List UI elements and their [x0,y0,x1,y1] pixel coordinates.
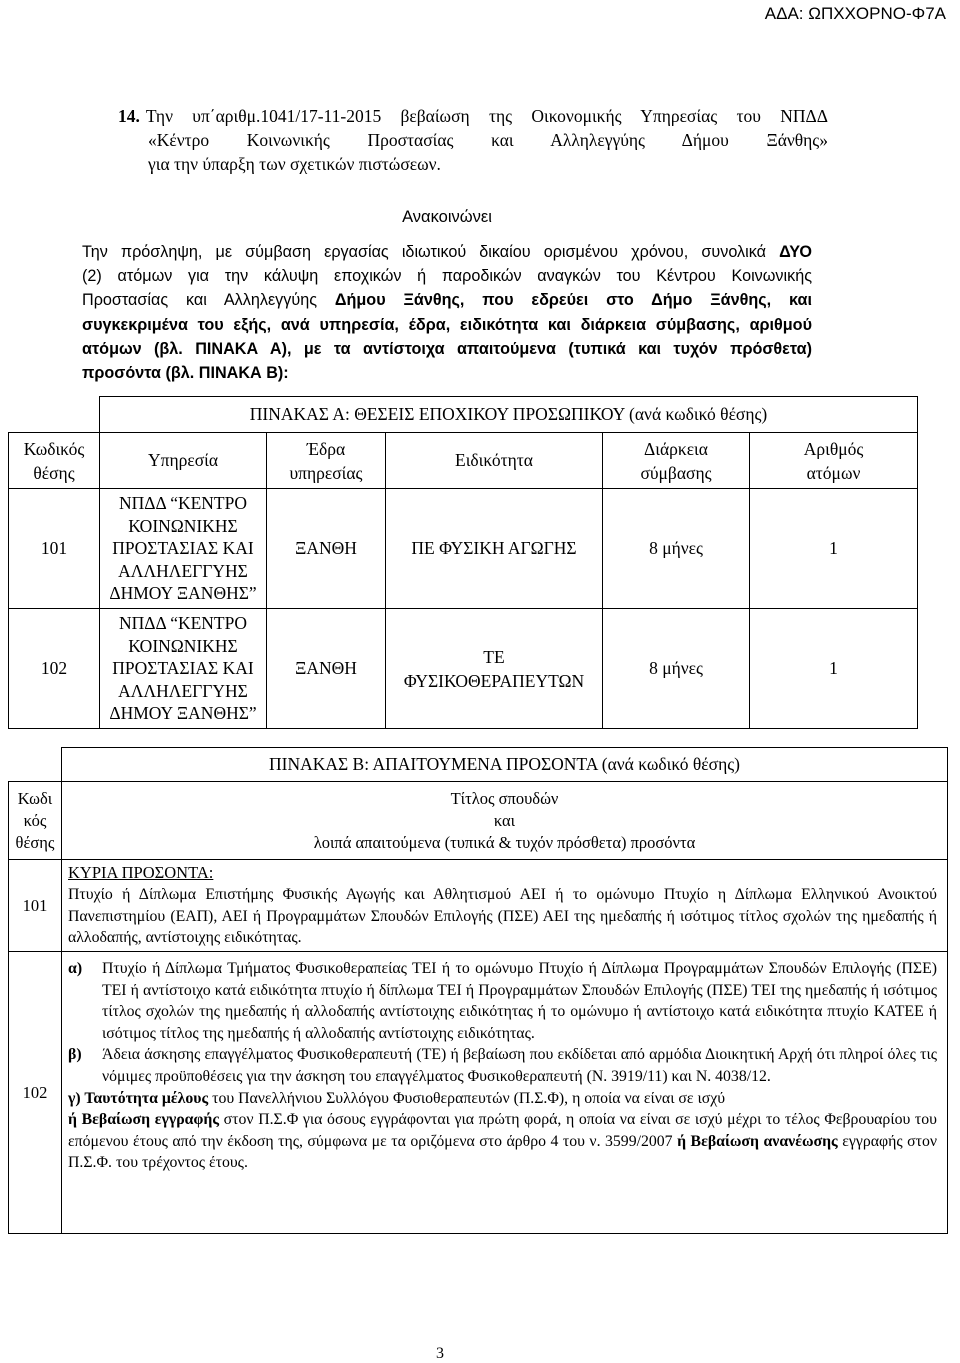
announce-heading: Ανακοινώνει [402,208,492,226]
table-row [9,609,918,729]
item-line-2: «Κέντρο Κοινωνικής Προστασίας και Αλληλεγγύης Δήμου Ξάνθης» [148,130,828,150]
cell-service: ΝΠΔΔ “ΚΕΝΤΡΟ ΚΟΙΝΩΝΙΚΗΣ ΠΡΟΣΤΑΣΙΑΣ ΚΑΙ ΑΛΛΗΛΕΓΓΥΗΣ ΔΗΜΟΥ ΞΑΝΘΗΣ” [100,489,267,609]
qualification-b: β) Άδεια άσκησης επαγγέλματος Φυσικοθεραπευτή (ΤΕ) ή βεβαίωση που εκδίδεται από αρμόδια Διοικητική Αρχή ότι πληροί όλες τις νόμιμες προϋποθέσεις για την άσκηση του επαγγέλματος Φυσικοθεραπευτή (Ν. 3919/11) και Ν. 4038/12. [68,1046,937,1085]
header-count: Αριθμός ατόμων [750,433,918,489]
table-b [8,747,948,1234]
header-specialty: Ειδικότητα [386,433,603,489]
item-line-3: για την ύπαρξη των σχετικών πιστώσεων. [148,154,441,174]
intro-text: προσόντα (βλ. ΠΙΝΑΚΑ Β): [82,364,289,383]
cell-qualifications [62,860,948,952]
header-qualifications: Τίτλος σπουδών και λοιπά απαιτούμενα (τυπικά & τυχόν πρόσθετα) προσόντα [62,782,948,860]
intro-text: (2) ατόμων για την κάλυψη εποχικών ή παροδικών αναγκών του Κέντρου Κοινωνικής [82,267,812,286]
cell-code: 102 [9,609,100,729]
qualification-c: γ) Ταυτότητα μέλους του Πανελλήνιου Συλλόγου Φυσιοθεραπευτών (Π.Σ.Φ), η οποία να είναι σε ισχύ ή Βεβαίωση εγγραφής στον Π.Σ.Φ για όσους εγγράφονται για πρώτη φορά, η οποία να είναι σε ισχύ μέχρι το τέλος Φεβρουαρίου του επόμενου έτους από την έκδοση της, σύμφωνα με τα οριζόμενα στο άρθρο 4 του ν. 3599/2007 ή Βεβαίωση ανανέωσης εγγραφής στον Π.Σ.Φ. του τρέχοντος έτους. [68,1089,937,1172]
header-code: Κωδι κός θέσης [9,782,62,860]
table-b-title: ΠΙΝΑΚΑΣ Β: ΑΠΑΙΤΟΥΜΕΝΑ ΠΡΟΣΟΝΤΑ (ανά κωδικό θέσης) [62,748,948,782]
qualification-text: Πτυχίο ή Δίπλωμα Επιστήμης Φυσικής Αγωγής και Αθλητισμού ΑΕΙ ή το ομώνυμο Πτυχίο η Δίπλωμα Ελληνικού Ανοικτού Πανεπιστημίου (ΕΑΠ), ΑΕΙ ή Προγραμμάτων Σπουδών Επιλογής (ΠΣΕ) ΑΕΙ της ημεδαπής ή ισότιμος τίτλος σχολών της ημεδαπής ή αλλοδαπής, αντίστοιχης ειδικότητας. [68,885,937,947]
intro-text: Προστασίας και Αλληλεγγύης [82,291,335,310]
cell-count: 1 [750,489,918,609]
table-row [9,952,948,1234]
intro-bold: ΔΥΟ [779,243,812,261]
cell-code: 102 [9,952,62,1234]
cell-seat: ΞΑΝΘΗ [267,489,386,609]
cell-qualifications [62,952,948,1234]
cell-code: 101 [9,489,100,609]
item-14 [118,104,828,176]
cell-duration: 8 μήνες [603,489,750,609]
main-qualifications-heading: ΚΥΡΙΑ ΠΡΟΣΟΝΤΑ: [68,863,214,883]
item-number: 14. [118,106,140,126]
header-seat: Έδρα υπηρεσίας [267,433,386,489]
header-duration: Διάρκεια σύμβασης [603,433,750,489]
qualification-a: α) Πτυχίο ή Δίπλωμα Τμήματος Φυσικοθεραπείας ΤΕΙ ή το ομώνυμο Πτυχίο ή Δίπλωμα Προγραμμάτων Σπουδών Επιλογής (ΠΣΕ) ΤΕΙ ή αντίστοιχο κατά ειδικότητα πτυχίο ή δίπλωμα ΤΕΙ ή Προγραμμάτων Σπουδών Επιλογής (ΠΣΕ) ΤΕΙ της ημεδαπής ή ισότιμος τίτλος σχολών της ημεδαπής ή αλλοδαπής αντίστοιχης ειδικότητας ή το ομώνυμο ή αντίστοιχο κατά ειδικότητα πτυχίο ΚΑΤΕΕ ή ισότιμος τίτλος της ημεδαπής ή αλλοδαπής αντίστοιχης ειδικότητας. [68,960,937,1042]
cell-duration: 8 μήνες [603,609,750,729]
item-line-1: Την υπ΄αριθμ.1041/17-11-2015 βεβαίωση της Οικονομικής Υπηρεσίας του ΝΠΔΔ [145,106,828,126]
intro-text: ατόμων (βλ. ΠΙΝΑΚΑ Α), με τα αντίστοιχα απαιτούμενα (τυπικά και τυχόν πρόσθετα) [82,339,812,358]
header-code: Κωδικός θέσης [9,433,100,489]
intro-text: Την πρόσληψη, με σύμβαση εργασίας ιδιωτικού δικαίου ορισμένου χρόνου, συνολικά [82,243,780,261]
cell-code: 101 [9,860,62,952]
intro-text: συγκεκριμένα του εξής, ανά υπηρεσία, έδρα, ειδικότητα και διάρκεια σύμβασης, αριθμού [82,315,812,334]
table-a-title: ΠΙΝΑΚΑΣ Α: ΘΕΣΕΙΣ ΕΠΟΧΙΚΟΥ ΠΡΟΣΩΠΙΚΟΥ (ανά κωδικό θέσης) [100,397,918,433]
cell-specialty: ΠΕ ΦΥΣΙΚΗ ΑΓΩΓΗΣ [386,489,603,609]
ada-code: ΑΔΑ: ΩΠΧΧΟΡΝΟ-Φ7Α [764,4,946,23]
table-row [9,489,918,609]
cell-service: ΝΠΔΔ “ΚΕΝΤΡΟ ΚΟΙΝΩΝΙΚΗΣ ΠΡΟΣΤΑΣΙΑΣ ΚΑΙ ΑΛΛΗΛΕΓΓΥΗΣ ΔΗΜΟΥ ΞΑΝΘΗΣ” [100,609,267,729]
table-row [9,860,948,952]
table-a [8,396,918,729]
cell-count: 1 [750,609,918,729]
page-number: 3 [436,1345,444,1362]
cell-seat: ΞΑΝΘΗ [267,609,386,729]
intro-bold: Δήμου Ξάνθης, που εδρεύει στο Δήμο Ξάνθης, και [334,291,812,310]
intro-paragraph [82,240,812,385]
header-service: Υπηρεσία [100,433,267,489]
cell-specialty: ΤΕ ΦΥΣΙΚΟΘΕΡΑΠΕΥΤΩΝ [386,609,603,729]
